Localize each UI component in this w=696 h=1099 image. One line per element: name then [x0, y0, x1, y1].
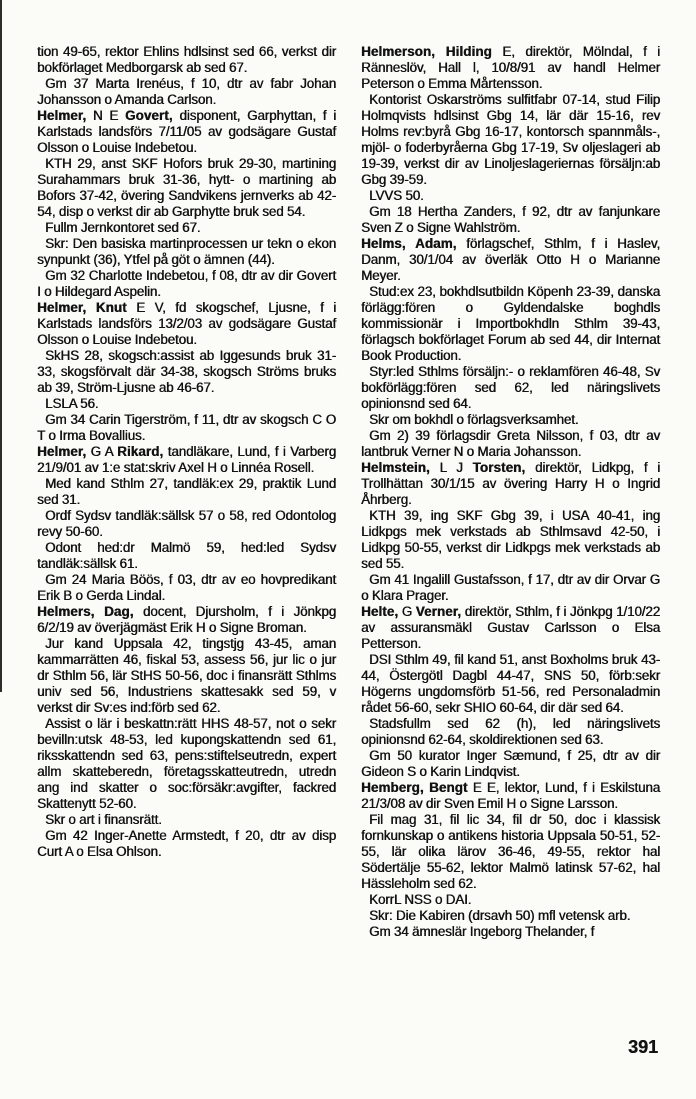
entry-header-paragraph	[37, 300, 336, 348]
entry-name: Helms, Adam,	[361, 236, 457, 251]
text-run: förlagschef, Sthlm, f i Haslev, Danm, 30/1/04 av överläk Otto H o Marianne Meyer.	[361, 236, 660, 283]
text-run: L J	[429, 460, 473, 475]
entry-name: Torsten,	[472, 460, 526, 475]
text-run: docent, Djursholm, f i Jönkpg 6/2/19 av överjägmäst Erik H o Signe Broman.	[37, 604, 336, 635]
text-run: Stud:ex 23, bokhdlsutbildn Köpenh 23-39, danska förlägg:fören o Gyldendalske boghdls kommissionär i Importbokhdln Sthlm 39-43, förlagsch bokförlaget Forum ab sed 44, dir Internat Book Production.	[361, 284, 660, 363]
text-run: Gm 34 ämneslär Ingeborg Thelander, f	[369, 924, 595, 939]
entry-name: Verner,	[415, 604, 462, 619]
text-run: tandläkare, Lund, f i Varberg 21/9/01 av 1:e stat:skriv Axel H o Linnéa Rosell.	[37, 444, 336, 475]
text-run: Gm 24 Maria Böös, f 03, dtr av eo hovpredikant Erik B o Gerda Lindal.	[37, 572, 336, 603]
text-paragraph	[37, 156, 336, 220]
right-column	[361, 44, 660, 940]
text-paragraph	[37, 396, 336, 412]
text-paragraph	[37, 348, 336, 396]
text-paragraph	[361, 716, 660, 748]
entry-header-paragraph	[37, 444, 336, 476]
text-run: Gm 41 Ingalill Gustafsson, f 17, dtr av dir Orvar G o Klara Prager.	[361, 572, 660, 603]
text-run: Med kand Sthlm 27, tandläk:ex 29, praktik Lund sed 31.	[37, 476, 336, 507]
text-run: E V, fd skogschef, Ljusne, f i Karlstads landsförs 13/2/03 av godsägare Gustaf Olsson o Louise Indebetou.	[37, 300, 337, 347]
text-run: E E, lektor, Lund, f i Eskilstuna 21/3/08 av dir Sven Emil H o Signe Larsson.	[361, 780, 660, 811]
text-columns	[37, 44, 660, 940]
text-run: E, direktör, Mölndal, f i Ränneslöv, Hall l, 10/8/91 av handl Helmer Peterson o Emma Mårtensson.	[361, 44, 660, 91]
text-run: KTH 29, anst SKF Hofors bruk 29-30, martining Surahammars bruk 31-36, hytt- o martining ab Bofors 37-42, övering Sandvikens jernverks ab 42-54, disp o verkst dir ab Garphytte bruk sed 54.	[37, 156, 336, 219]
text-run: Fil mag 31, fil lic 34, fil dr 50, doc i klassisk fornkunskap o antikens historia Uppsala 50-51, 52-55, lär olika lärov 36-46, 49-55, rektor hal Södertälje 55-62, lektor Malmö latinsk 57-62, hal Hässleholm sed 62.	[361, 812, 660, 891]
text-paragraph	[37, 572, 336, 604]
text-paragraph	[37, 540, 336, 572]
entry-name: Helte,	[361, 604, 399, 619]
page-number: 391	[627, 1037, 658, 1057]
entry-name: Hemberg, Bengt	[361, 780, 468, 795]
entry-header-paragraph	[361, 44, 660, 92]
text-paragraph	[37, 812, 336, 828]
text-run: direktör, Lidkpg, f i Trollhättan 30/1/15 av övering Harry H o Ingrid Åhrberg.	[361, 460, 660, 507]
text-paragraph	[37, 716, 336, 812]
text-run: Stadsfullm sed 62 (h), led näringslivets opinionsnd 62-64, skoldirektionen sed 63.	[361, 716, 660, 747]
entry-name: Helmerson, Hilding	[361, 44, 492, 59]
text-paragraph	[361, 364, 660, 412]
text-run: Gm 32 Charlotte Indebetou, f 08, dtr av dir Govert I o Hildegard Aspelin.	[37, 268, 336, 299]
text-paragraph	[37, 76, 336, 108]
text-run: LVVS 50.	[369, 188, 424, 203]
text-paragraph	[361, 188, 660, 204]
text-paragraph	[361, 748, 660, 780]
entry-header-paragraph	[361, 236, 660, 284]
entry-name: Helmer,	[37, 108, 87, 123]
text-run: Gm 50 kurator Inger Sæmund, f 25, dtr av dir Gideon S o Karin Lindqvist.	[361, 748, 660, 779]
text-paragraph	[361, 92, 660, 188]
text-run: DSI Sthlm 49, fil kand 51, anst Boxholms bruk 43-44, Östergötl Dagbl 44-47, SNS 50, förb:sekr Högerns ungdomsförb 51-56, red Personaladmin rådet 56-60, sekr SHIO 60-64, dir där sed 64.	[361, 652, 660, 715]
text-run: Odont hed:dr Malmö 59, hed:led Sydsv tandläk:sällsk 61.	[37, 540, 336, 571]
text-run: G A	[86, 444, 118, 459]
text-paragraph	[37, 268, 336, 300]
text-run: Skr: Die Kabiren (drsavh 50) mfl vetensk arb.	[369, 908, 631, 923]
text-paragraph	[37, 636, 336, 716]
entry-name: Rikard,	[117, 444, 164, 459]
text-run: Skr om bokhdl o förlagsverksamhet.	[369, 412, 579, 427]
text-paragraph	[37, 44, 336, 76]
entry-name: Govert,	[124, 108, 173, 123]
text-paragraph	[37, 236, 336, 268]
entry-name: Helmstein,	[361, 460, 430, 475]
text-run: KTH 39, ing SKF Gbg 39, i USA 40-41, ing Lidkpgs mek verkstads ab Sthlmsavd 42-50, i Lidkpg 50-55, verkst dir Lidkpgs mek verkstads ab sed 55.	[361, 508, 660, 571]
text-run: Styr:led Sthlms försäljn:- o reklamfören 46-48, Sv bokförlägg:fören sed 62, led näringslivets opinionsnd sed 64.	[361, 364, 660, 411]
text-paragraph	[37, 476, 336, 508]
text-run: Skr: Den basiska martinprocessen ur tekn o ekon synpunkt (36), Ytfel på göt o ämnen (44).	[37, 236, 336, 267]
text-run: N E	[86, 108, 125, 123]
entry-name: Helmer, Knut	[37, 300, 127, 315]
text-paragraph	[361, 412, 660, 428]
entry-header-paragraph	[361, 460, 660, 508]
text-run: disponent, Garphyttan, f i Karlstads landsförs 7/11/05 av godsägare Gustaf Olsson o Louise Indebetou.	[37, 108, 336, 155]
text-paragraph	[361, 652, 660, 716]
entry-header-paragraph	[37, 604, 336, 636]
text-run: LSLA 56.	[45, 396, 99, 411]
text-paragraph	[361, 284, 660, 364]
text-run: G	[398, 604, 416, 619]
scan-edge-artifact	[0, 0, 2, 692]
text-run: Assist o lär i beskattn:rätt HHS 48-57, not o sekr bevilln:utsk 48-53, led kupongskattendn sed 61, riksskattendn sed 63, pens:stiftelseutredn, expert allm skatteberedn, företagsskatteutredn, utredn ang ind skatter o soc:försäkr:avgifter, fackred Skattenytt 52-60.	[37, 716, 336, 811]
text-run: Gm 37 Marta Irenéus, f 10, dtr av fabr Johan Johansson o Amanda Carlson.	[37, 76, 336, 107]
text-paragraph	[361, 924, 660, 940]
entry-name: Helmers, Dag,	[37, 604, 134, 619]
text-paragraph	[37, 828, 336, 860]
text-paragraph	[361, 204, 660, 236]
text-run: Skr o art i finansrätt.	[45, 812, 162, 827]
text-run: SkHS 28, skogsch:assist ab Iggesunds bruk 31-33, skogsförvalt där 34-38, skogsch Ströms bruks ab 39, Ström-Ljusne ab 46-67.	[37, 348, 336, 395]
text-paragraph	[37, 220, 336, 236]
text-run: tion 49-65, rektor Ehlins hdlsinst sed 66, verkst dir bokförlaget Medborgarsk ab sed 67.	[37, 44, 336, 75]
text-run: Jur kand Uppsala 42, tingstjg 43-45, aman kammarrätten 46, fiskal 53, assess 56, jur lic o jur dr Sthlm 56, lär StHS 50-56, doc i finansrätt Sthlms univ sed 56, Industriens skattesakk sed 59, v verkst dir Sv:es ind:förb sed 62.	[37, 636, 336, 715]
text-run: Ordf Sydsv tandläk:sällsk 57 o 58, red Odontolog revy 50-60.	[37, 508, 336, 539]
entry-header-paragraph	[361, 604, 660, 652]
text-paragraph	[361, 812, 660, 892]
text-paragraph	[361, 428, 660, 460]
text-paragraph	[361, 908, 660, 924]
text-run: Gm 2) 39 förlagsdir Greta Nilsson, f 03, dtr av lantbruk Verner N o Maria Johansson.	[361, 428, 660, 459]
text-paragraph	[361, 892, 660, 908]
text-paragraph	[361, 572, 660, 604]
entry-header-paragraph	[361, 780, 660, 812]
text-run: Gm 18 Hertha Zanders, f 92, dtr av fanjunkare Sven Z o Signe Wahlström.	[361, 204, 660, 235]
entry-header-paragraph	[37, 108, 336, 156]
text-run: Gm 42 Inger-Anette Armstedt, f 20, dtr av disp Curt A o Elsa Ohlson.	[37, 828, 336, 859]
text-paragraph	[361, 508, 660, 572]
text-run: Gm 34 Carin Tigerström, f 11, dtr av skogsch C O T o Irma Bovallius.	[37, 412, 336, 443]
text-paragraph	[37, 412, 336, 444]
text-run: direktör, Sthlm, f i Jönkpg 1/10/22 av assuransmäkl Gustav Carlsson o Elsa Petterson.	[361, 604, 660, 651]
left-column	[37, 44, 336, 940]
text-run: Fullm Jernkontoret sed 67.	[45, 220, 201, 235]
entry-name: Helmer,	[37, 444, 87, 459]
text-paragraph	[37, 508, 336, 540]
text-run: KorrL NSS o DAI.	[369, 892, 472, 907]
text-run: Kontorist Oskarströms sulfitfabr 07-14, stud Filip Holmqvists hdlsinst Gbg 14, lär där 15-16, rev Holms rev:byrå Gbg 16-17, kontorsch spannmåls-, mjöl- o foderbyråerna Gbg 17-19, Sv oljeslageri ab 19-39, verkst dir av Linoljeslageriernas försäljn:ab Gbg 39-59.	[361, 92, 660, 187]
